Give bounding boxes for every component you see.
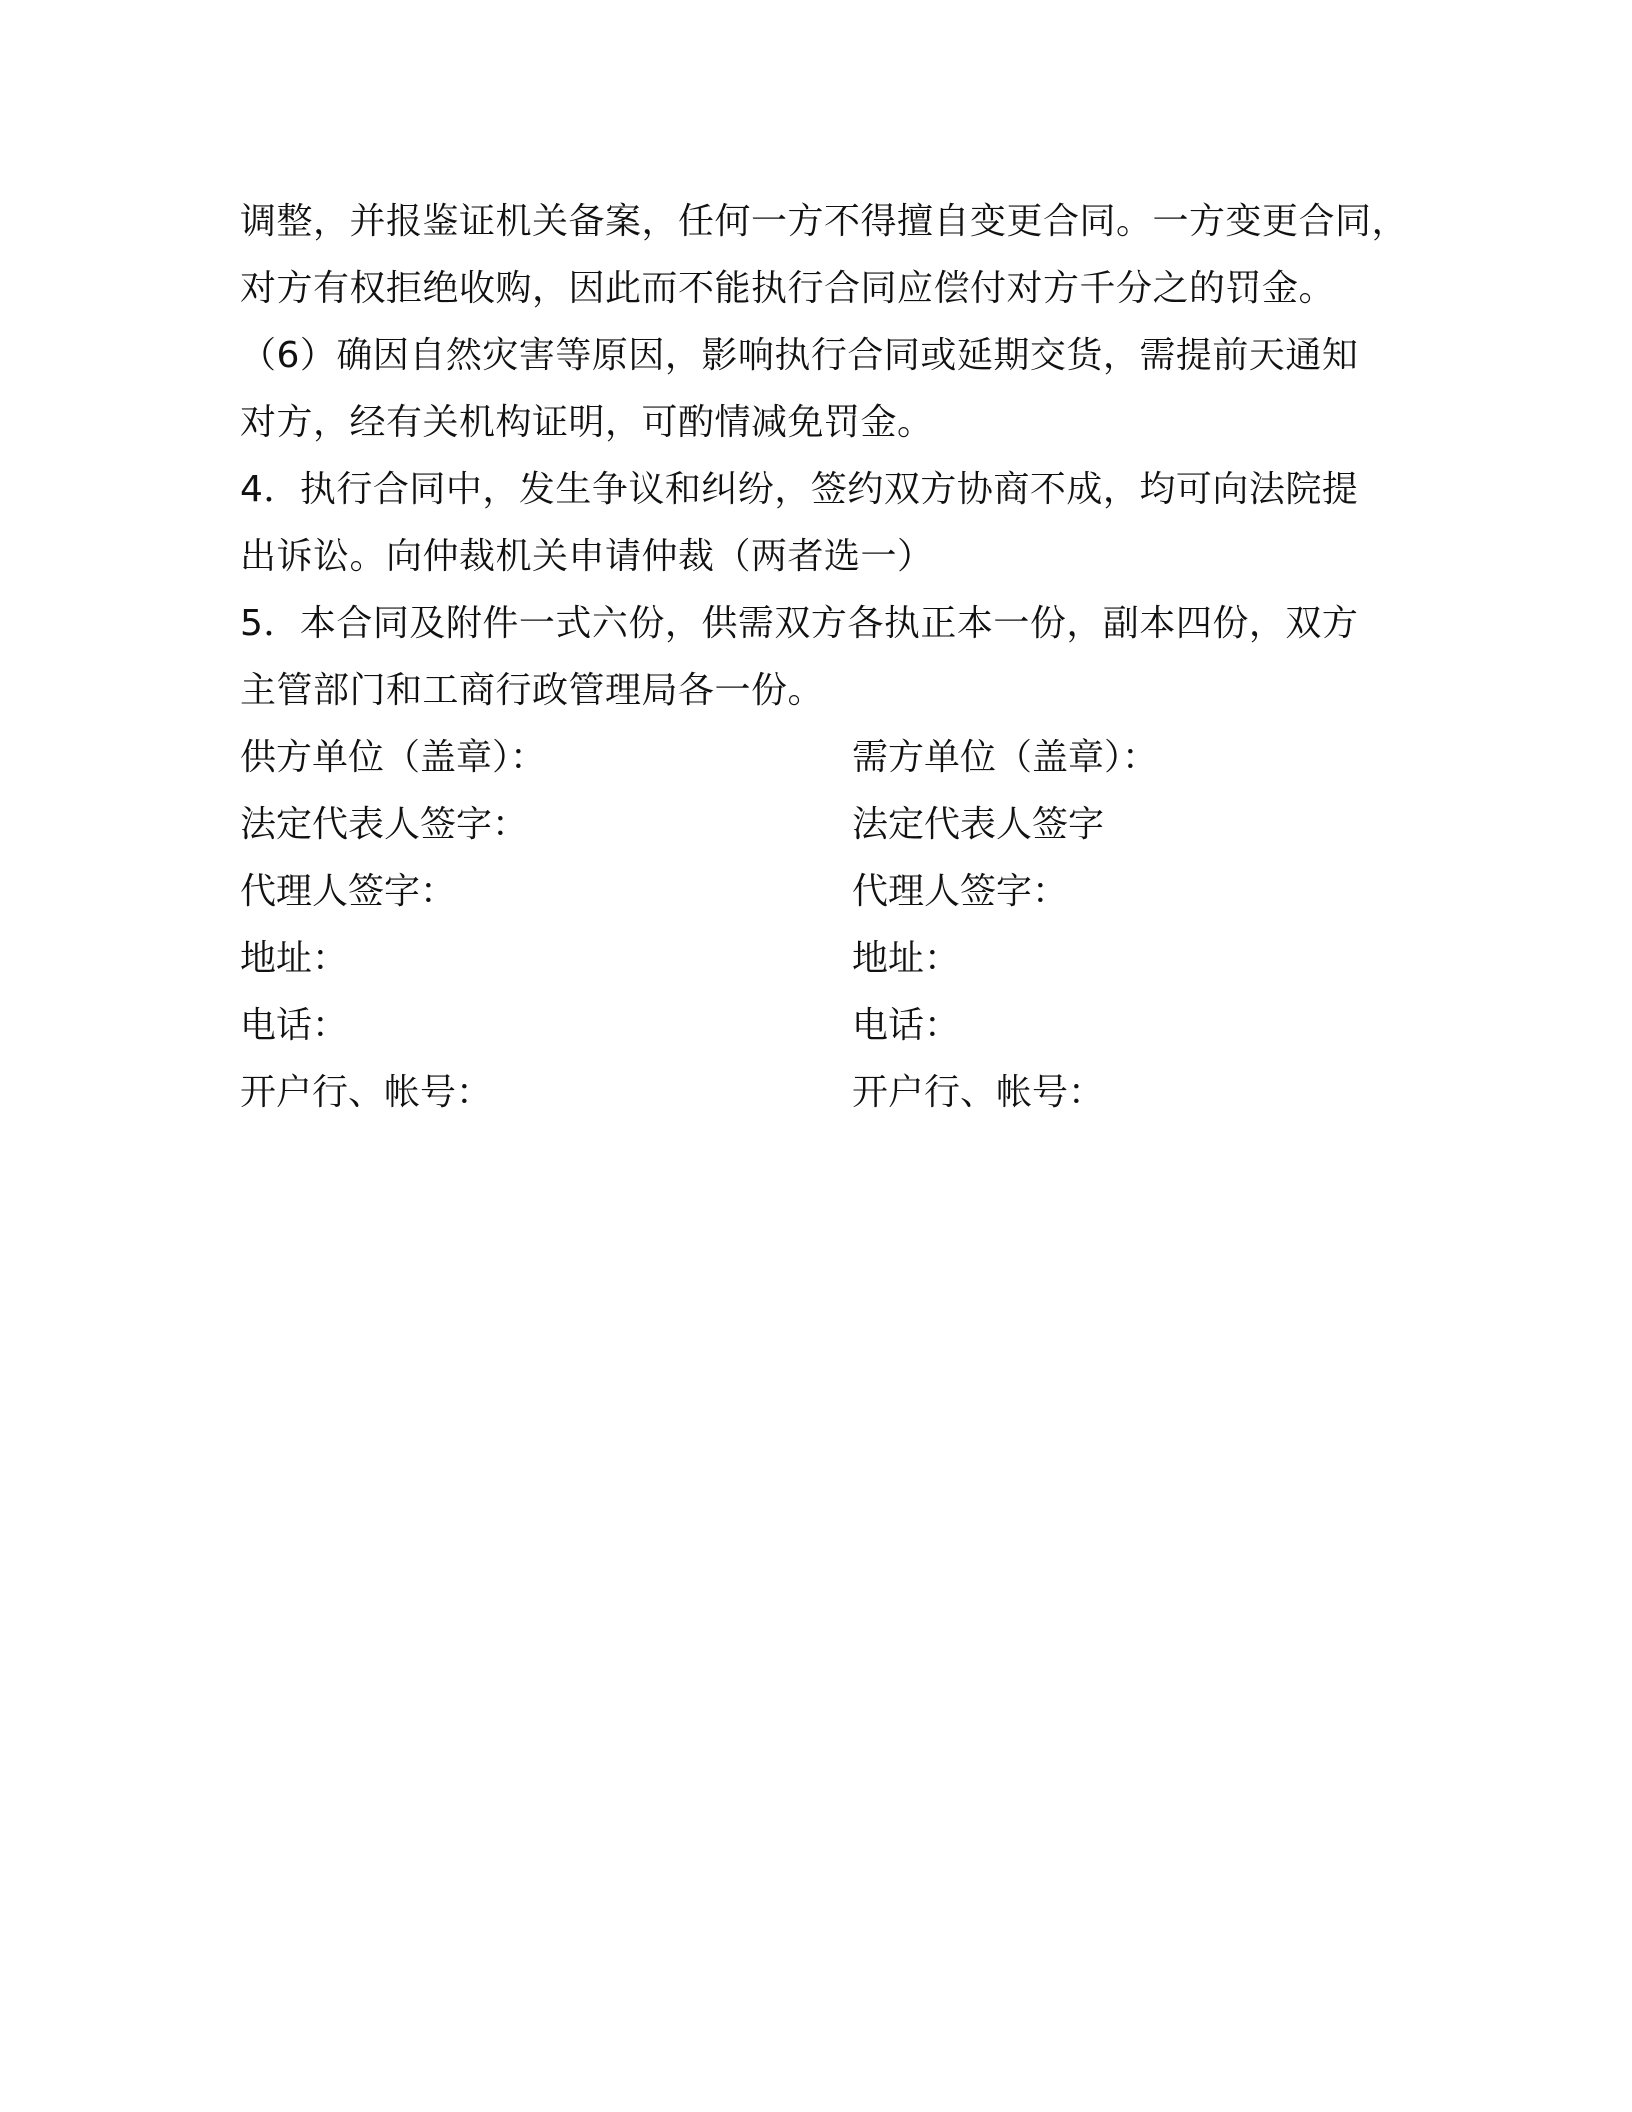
signature-row-bank [240,1059,1390,1126]
paragraph-line: 4．执行合同中，发生争议和纠纷，签约双方协商不成，均可向法院提 [240,469,1359,510]
supplier-phone-label: 电话： [240,1005,349,1046]
paragraph-line: 对方有权拒绝收购，因此而不能执行合同应偿付对方千分之的罚金。 [240,268,1336,309]
signature-row-agent [240,858,1390,925]
buyer-address-label: 地址： [852,938,961,979]
buyer-unit-label: 需方单位（盖章）： [852,737,1159,778]
paragraph-line: 出诉讼。向仲裁机关申请仲裁（两者选一） [240,536,934,577]
paragraph-line: 对方，经有关机构证明，可酌情减免罚金。 [240,402,934,443]
paragraph-line: （6）确因自然灾害等原因，影响执行合同或延期交货，需提前天通知 [240,335,1359,376]
signature-row-phone [240,992,1390,1059]
signature-row-unit [240,724,1390,791]
supplier-bank-label: 开户行、帐号： [240,1072,493,1113]
supplier-agent-label: 代理人签字： [240,871,457,912]
supplier-address-label: 地址： [240,938,349,979]
paragraph-line: 5．本合同及附件一式六份，供需双方各执正本一份，副本四份，双方 [240,603,1359,644]
signature-row-address [240,925,1390,992]
buyer-phone-label: 电话： [852,1005,961,1046]
document-body [240,188,1409,1126]
buyer-legal-rep-label: 法定代表人签字 [852,804,1105,845]
supplier-legal-rep-label: 法定代表人签字： [240,804,529,845]
paragraph-line: 主管部门和工商行政管理局各一份。 [240,670,825,711]
supplier-unit-label: 供方单位（盖章）： [240,737,547,778]
paragraph-line: 调整，并报鉴证机关备案，任何一方不得擅自变更合同。一方变更合同， [240,201,1409,242]
signature-block [240,724,1390,1126]
buyer-bank-label: 开户行、帐号： [852,1072,1105,1113]
buyer-agent-label: 代理人签字： [852,871,1069,912]
signature-row-legal-rep [240,791,1390,858]
